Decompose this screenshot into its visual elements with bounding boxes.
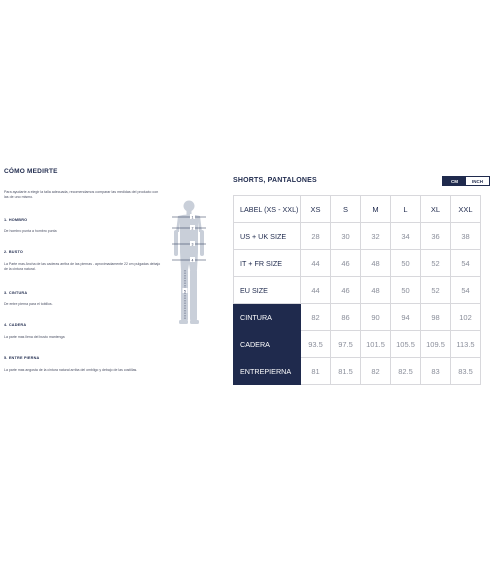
table-cell: 50 xyxy=(391,277,421,304)
body-silhouette-icon xyxy=(162,192,222,337)
step-desc-inseam: La parte mas angosta de la cintura natural arriba del ombligo y debajo de las costillas. xyxy=(4,368,138,372)
table-cell: 30 xyxy=(331,223,361,250)
table-cell: 52 xyxy=(421,277,451,304)
step-title-shoulder: 1. HOMBRO xyxy=(4,218,28,222)
table-cell: 28 xyxy=(301,223,331,250)
table-cell: 38 xyxy=(451,223,481,250)
header-size-xxl: XXL xyxy=(451,196,481,223)
header-label-cell: LABEL (XS - XXL) xyxy=(234,196,301,223)
table-cell: 83.5 xyxy=(451,358,481,385)
row-label: US + UK SIZE xyxy=(234,223,301,250)
table-cell: 50 xyxy=(391,250,421,277)
table-cell: 81 xyxy=(301,358,331,385)
table-row-it-fr xyxy=(234,250,481,277)
table-row-cintura xyxy=(234,304,481,331)
header-size-l: L xyxy=(391,196,421,223)
row-label: IT + FR SIZE xyxy=(234,250,301,277)
table-cell: 82.5 xyxy=(391,358,421,385)
table-cell: 32 xyxy=(361,223,391,250)
unit-cm-button[interactable]: CM xyxy=(443,177,466,185)
step-desc-waist: De entre pierna para el tobillos. xyxy=(4,302,53,306)
table-row-us-uk xyxy=(234,223,481,250)
table-row-eu xyxy=(234,277,481,304)
size-table-header xyxy=(234,196,481,223)
table-cell: 90 xyxy=(361,304,391,331)
table-cell: 86 xyxy=(331,304,361,331)
row-label: EU SIZE xyxy=(234,277,301,304)
table-row-cadera xyxy=(234,331,481,358)
table-cell: 83 xyxy=(421,358,451,385)
how-to-measure-intro: Para ayudarte a elegir la talla adecuada, recomendamos comparar las medidas del producto con las de uno mismo. xyxy=(4,190,159,199)
step-desc-hip: La parte mas llena del busto mantenga xyxy=(4,335,65,339)
unit-inch-button[interactable]: INCH xyxy=(466,177,489,185)
row-label: CADERA xyxy=(234,331,301,358)
step-desc-shoulder: De hombro punta a hombro punta xyxy=(4,229,57,233)
table-cell: 102 xyxy=(451,304,481,331)
table-cell: 97.5 xyxy=(331,331,361,358)
table-cell: 44 xyxy=(301,250,331,277)
figure-marker-3: 3 xyxy=(191,242,194,247)
step-title-hip: 4. CADERA xyxy=(4,323,27,327)
step-desc-bust: La Parte mas Ancha de las caderas arriba de las piernas - aproximadamente 22 cm pulgadas debajo de la cintura natural. xyxy=(4,262,161,271)
figure-marker-2: 2 xyxy=(191,226,194,231)
table-cell: 52 xyxy=(421,250,451,277)
table-cell: 36 xyxy=(421,223,451,250)
table-cell: 54 xyxy=(451,277,481,304)
header-size-m: M xyxy=(361,196,391,223)
table-cell: 98 xyxy=(421,304,451,331)
how-to-measure-title: CÓMO MEDIRTE xyxy=(4,168,58,175)
table-cell: 94 xyxy=(391,304,421,331)
step-title-bust: 2. BUSTO xyxy=(4,250,24,254)
table-cell: 109.5 xyxy=(421,331,451,358)
header-size-s: S xyxy=(331,196,361,223)
row-label: CINTURA xyxy=(234,304,301,331)
figure-marker-1: 1 xyxy=(191,215,194,220)
size-table xyxy=(233,195,481,385)
table-cell: 82 xyxy=(361,358,391,385)
table-cell: 82 xyxy=(301,304,331,331)
table-cell: 48 xyxy=(361,277,391,304)
body-measurement-figure xyxy=(162,192,222,337)
table-cell: 93.5 xyxy=(301,331,331,358)
table-cell: 46 xyxy=(331,277,361,304)
table-cell: 46 xyxy=(331,250,361,277)
table-cell: 105.5 xyxy=(391,331,421,358)
table-cell: 34 xyxy=(391,223,421,250)
size-chart-title: SHORTS, PANTALONES xyxy=(233,177,317,184)
header-size-xl: XL xyxy=(421,196,451,223)
figure-marker-4: 4 xyxy=(191,258,194,263)
unit-toggle xyxy=(442,176,490,186)
table-cell: 48 xyxy=(361,250,391,277)
figure-marker-5: 5 xyxy=(184,289,186,294)
table-cell: 54 xyxy=(451,250,481,277)
step-title-waist: 3. CINTURA xyxy=(4,291,28,295)
table-row-entrepierna xyxy=(234,358,481,385)
table-cell: 101.5 xyxy=(361,331,391,358)
table-cell: 44 xyxy=(301,277,331,304)
table-cell: 81.5 xyxy=(331,358,361,385)
header-size-xs: XS xyxy=(301,196,331,223)
step-title-inseam: 5. ENTRE PIERNA xyxy=(4,356,40,360)
table-cell: 113.5 xyxy=(451,331,481,358)
row-label: ENTREPIERNA xyxy=(234,358,301,385)
